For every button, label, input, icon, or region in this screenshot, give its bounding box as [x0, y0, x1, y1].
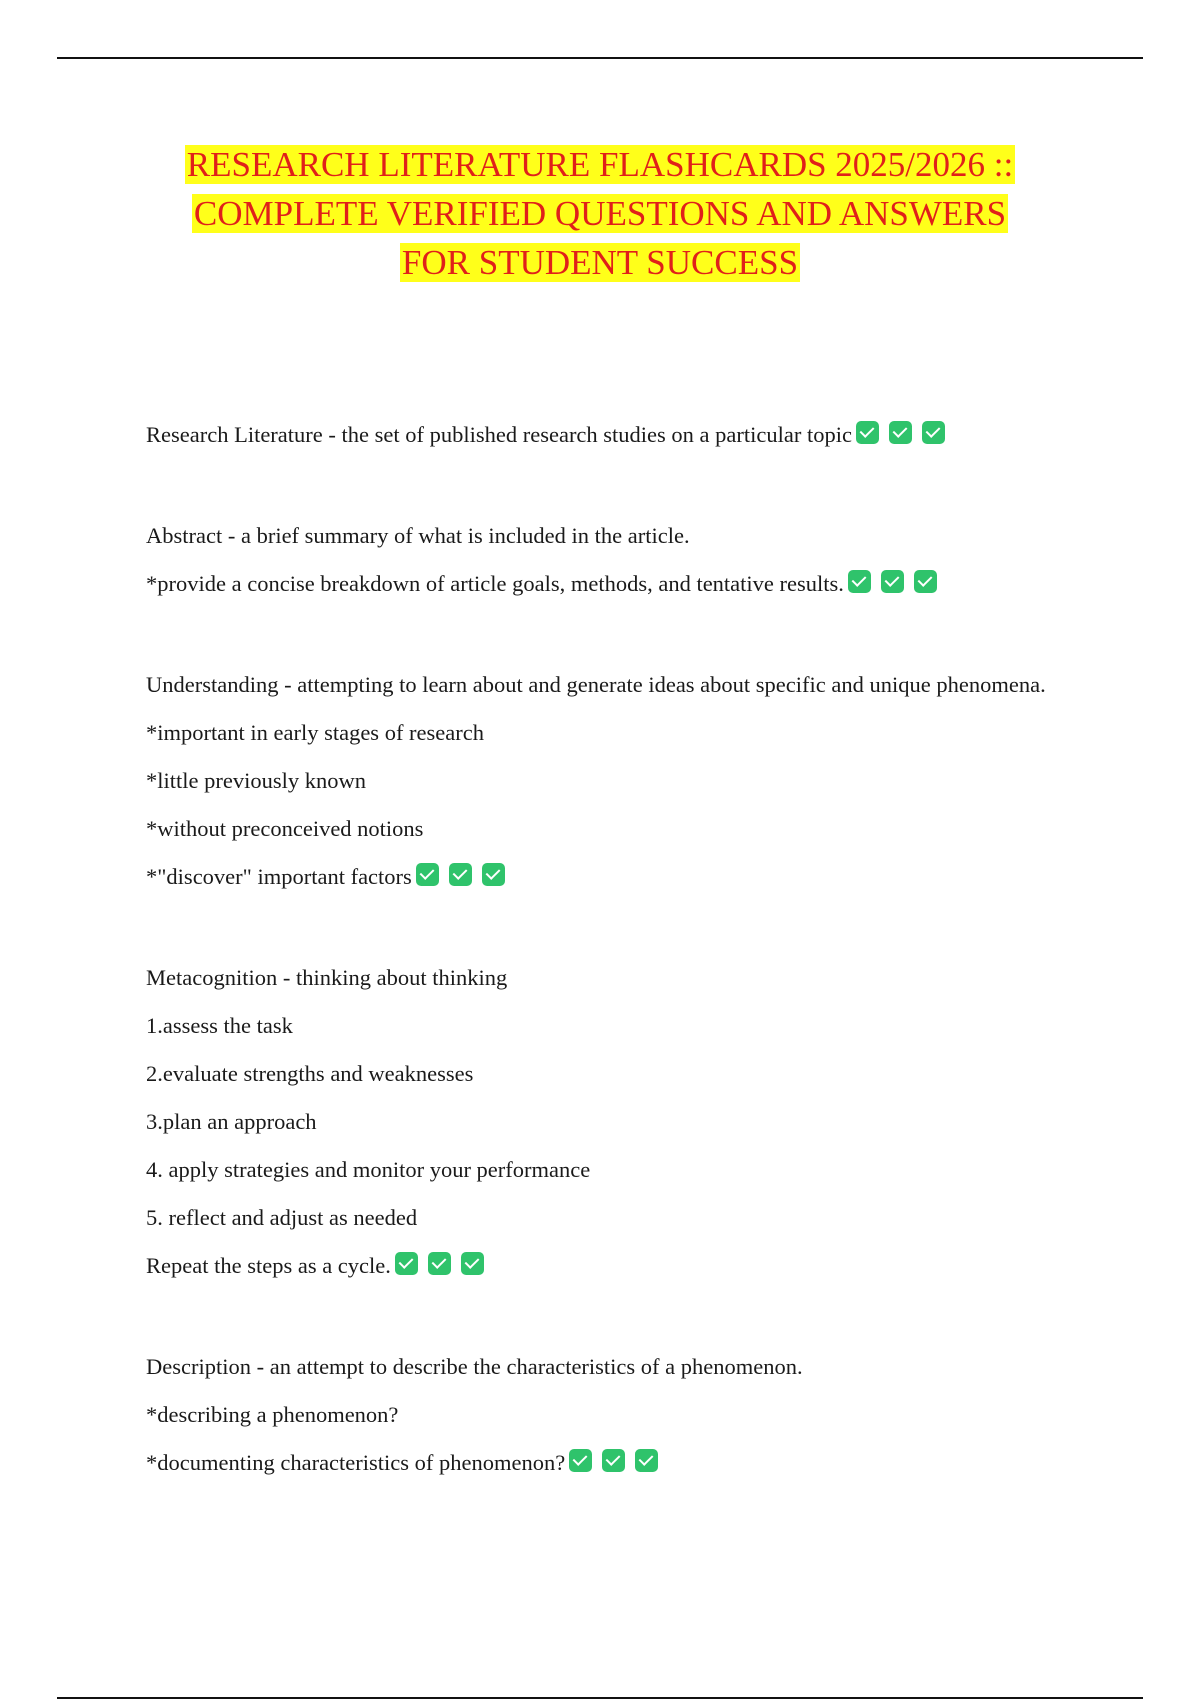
flashcard-line	[146, 764, 1046, 798]
flashcard-text: 1.assess the task	[146, 1013, 293, 1038]
flashcard-text: *describing a phenomenon?	[146, 1402, 399, 1427]
flashcard-line	[146, 961, 1046, 995]
flashcard-text: *little previously known	[146, 768, 366, 793]
flashcard-line	[146, 1350, 1046, 1384]
flashcard-research-literature	[146, 418, 1046, 455]
flashcard-text: Metacognition - thinking about thinking	[146, 965, 508, 990]
green-check-box-icon	[416, 863, 439, 886]
green-check-box-icon	[922, 421, 945, 444]
flashcard-abstract	[146, 519, 1046, 604]
green-check-box-icon	[461, 1252, 484, 1275]
flashcard-line	[146, 668, 1046, 702]
flashcard-text: *"discover" important factors	[146, 864, 412, 889]
green-check-box-icon	[914, 570, 937, 593]
flashcard-text: *important in early stages of research	[146, 720, 484, 745]
verified-checks	[395, 1252, 484, 1286]
flashcard-line	[146, 519, 1046, 553]
flashcard-line	[146, 860, 1046, 897]
flashcard-description	[146, 1350, 1046, 1483]
green-check-box-icon	[856, 421, 879, 444]
flashcard-line	[146, 1009, 1046, 1043]
flashcard-line	[146, 716, 1046, 750]
green-check-box-icon	[449, 863, 472, 886]
flashcard-list	[146, 418, 1046, 1483]
green-check-box-icon	[881, 570, 904, 593]
flashcard-text: 5. reflect and adjust as needed	[146, 1205, 418, 1230]
top-rule	[57, 57, 1143, 59]
green-check-box-icon	[395, 1252, 418, 1275]
flashcard-line	[146, 1105, 1046, 1139]
green-check-box-icon	[482, 863, 505, 886]
flashcard-line	[146, 1446, 1046, 1483]
flashcard-text: *without preconceived notions	[146, 816, 424, 841]
flashcard-line	[146, 418, 1046, 455]
document-title	[0, 140, 1200, 287]
verified-checks	[848, 570, 937, 604]
verified-checks	[416, 863, 505, 897]
flashcard-text: Understanding - attempting to learn about and generate ideas about specific and unique phenomena.	[146, 672, 1046, 697]
flashcard-line	[146, 1153, 1046, 1187]
title-line	[0, 189, 1200, 238]
green-check-box-icon	[848, 570, 871, 593]
flashcard-metacognition	[146, 961, 1046, 1286]
title-line	[0, 140, 1200, 189]
flashcard-line	[146, 1057, 1046, 1091]
green-check-box-icon	[602, 1449, 625, 1472]
flashcard-text: 2.evaluate strengths and weaknesses	[146, 1061, 474, 1086]
flashcard-text: *documenting characteristics of phenomenon?	[146, 1450, 566, 1475]
flashcard-text: Research Literature - the set of published research studies on a particular topic	[146, 422, 852, 447]
flashcard-line	[146, 1201, 1046, 1235]
green-check-box-icon	[635, 1449, 658, 1472]
green-check-box-icon	[889, 421, 912, 444]
green-check-box-icon	[569, 1449, 592, 1472]
flashcard-line	[146, 567, 1046, 604]
flashcard-text: 3.plan an approach	[146, 1109, 317, 1134]
flashcard-line	[146, 1398, 1046, 1432]
title-line	[0, 238, 1200, 287]
verified-checks	[569, 1449, 658, 1483]
verified-checks	[856, 421, 945, 455]
green-check-box-icon	[428, 1252, 451, 1275]
title-line-text: COMPLETE VERIFIED QUESTIONS AND ANSWERS	[193, 194, 1007, 233]
flashcard-text: *provide a concise breakdown of article goals, methods, and tentative results.	[146, 571, 844, 596]
title-line-text: RESEARCH LITERATURE FLASHCARDS 2025/2026 ::	[186, 145, 1014, 184]
flashcard-understanding	[146, 668, 1046, 897]
flashcard-text: Repeat the steps as a cycle.	[146, 1253, 391, 1278]
flashcard-text: Description - an attempt to describe the characteristics of a phenomenon.	[146, 1354, 803, 1379]
flashcard-text: 4. apply strategies and monitor your performance	[146, 1157, 591, 1182]
title-line-text: FOR STUDENT SUCCESS	[401, 243, 799, 282]
flashcard-text: Abstract - a brief summary of what is included in the article.	[146, 523, 690, 548]
flashcard-line	[146, 812, 1046, 846]
bottom-rule	[57, 1697, 1143, 1699]
flashcard-line	[146, 1249, 1046, 1286]
